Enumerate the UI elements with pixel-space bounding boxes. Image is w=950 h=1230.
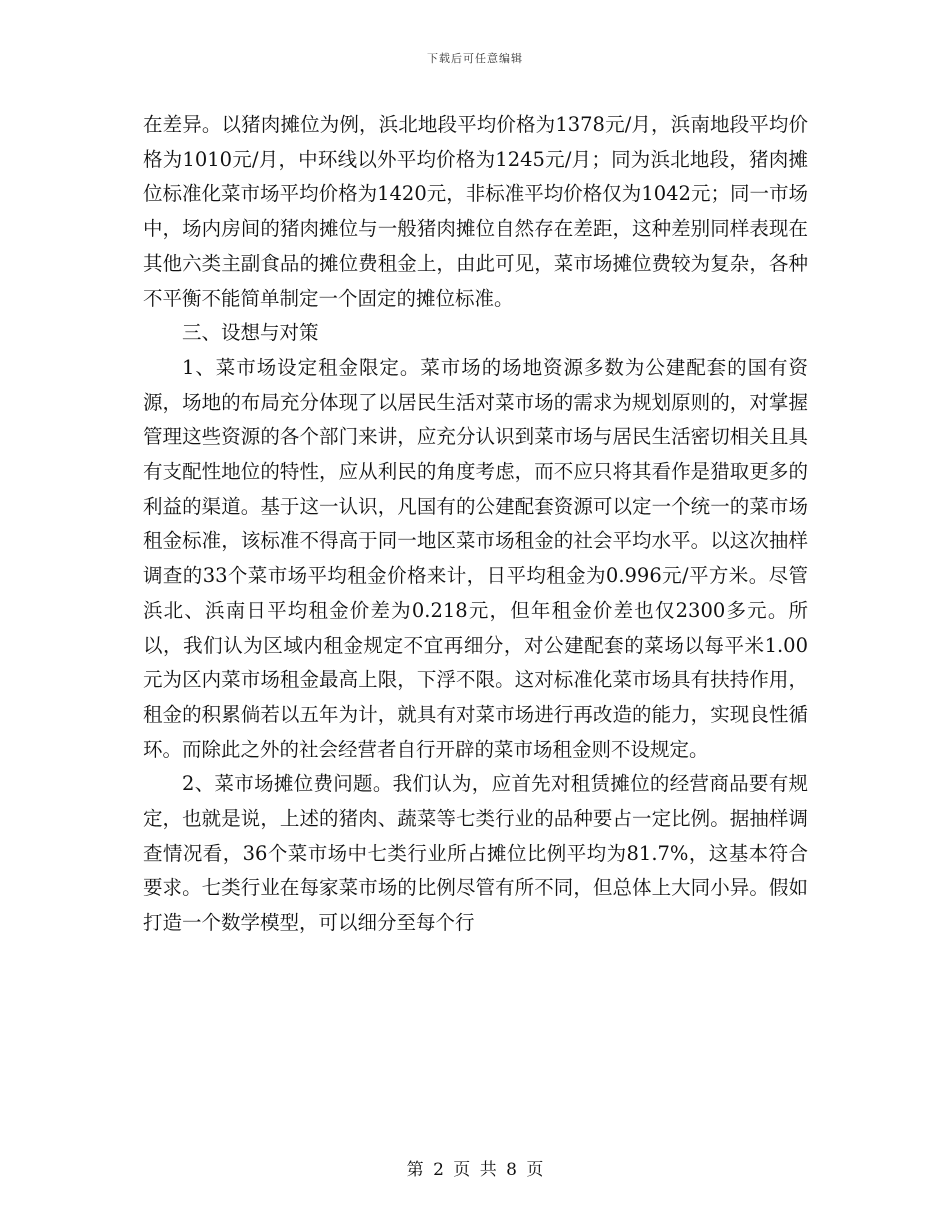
section-heading-proposals: 三、设想与对策 [182, 321, 319, 345]
page-header: 下载后可任意编辑 [427, 52, 523, 65]
paragraph-price-differences: 在差异。以猪肉摊位为例，浜北地段平均价格为1378元/月，浜南地段平均价格为1010元/月，中环线以外平均价格为1245元/月；同为浜北地段，猪肉摊位标准化菜市场平均价格为1420元，非标准平均价格仅为1042元；同一市场中，场内房间的猪肉摊位与一般猪肉摊位自然存在差距，这种差别同样表现在其他六类主副食品的摊位费租金上，由此可见，菜市场摊位费较为复杂，各种不平衡不能简单制定一个固定的摊位标准。 [143, 113, 808, 310]
paragraph-stall-fee: 2、菜市场摊位费问题。我们认为，应首先对租赁摊位的经营商品要有规定，也就是说，上述的猪肉、蔬菜等七类行业的品种要占一定比例。据抽样调查情况看，36个菜市场中七类行业所占摊位比例平均为81.7%，这基本符合要求。七类行业在每家菜市场的比例尽管有所不同，但总体上大同小异。假如打造一个数学模型，可以细分至每个行 [143, 772, 808, 935]
paragraph-rent-limit: 1、菜市场设定租金限定。菜市场的场地资源多数为公建配套的国有资源，场地的布局充分体现了以居民生活对菜市场的需求为规划原则的，对掌握管理这些资源的各个部门来讲，应充分认识到菜市场与居民生活密切相关且具有支配性地位的特性，应从利民的角度考虑，而不应只将其看作是猎取更多的利益的渠道。基于这一认识，凡国有的公建配套资源可以定一个统一的菜市场租金标准，该标准不得高于同一地区菜市场租金的社会平均水平。以这次抽样调查的33个菜市场平均租金价格来计，日平均租金为0.996元/平方米。尽管浜北、浜南日平均租金价差为0.218元，但年租金价差也仅2300多元。所以，我们认为区域内租金规定不宜再细分，对公建配套的菜场以每平米1.00元为区内菜市场租金最高上限，下浮不限。这对标准化菜市场具有扶持作用，租金的积累倘若以五年为计，就具有对菜市场进行再改造的能力，实现良性循环。而除此之外的社会经营者自行开辟的菜市场租金则不设规定。 [143, 355, 808, 761]
page-number-footer: 第 2 页 共 8 页 [406, 1160, 544, 1180]
document-body [143, 108, 808, 941]
